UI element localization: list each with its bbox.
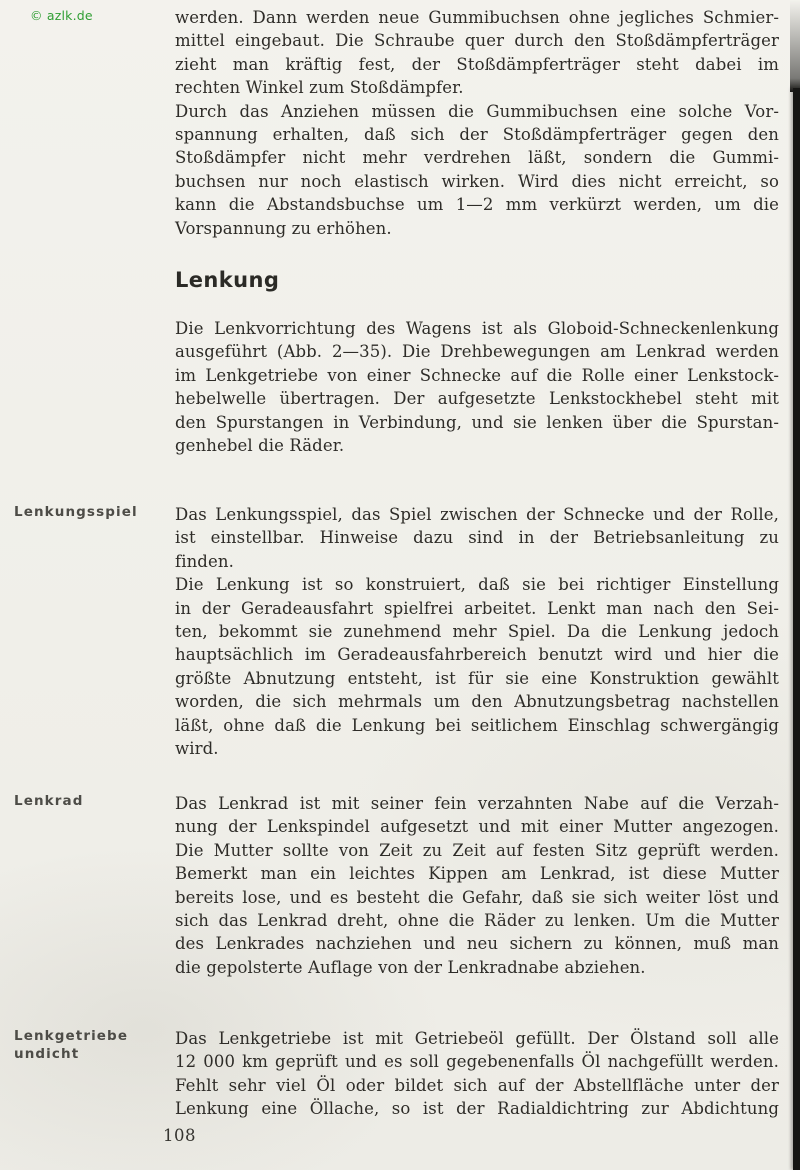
text-line: wird. [175,739,219,759]
scan-edge-shadow-top [790,0,800,92]
text-line: mittel eingebaut. Die Schraube quer durch den Stoßdämpferträger [175,31,779,51]
section-heading-lenkung: Lenkung [175,268,280,292]
text-line: undicht [14,1046,80,1062]
text-line: die gepolsterte Auflage von der Lenkradnabe abziehen. [175,957,646,977]
page-number: 108 [163,1126,196,1145]
text-line: genhebel die Räder. [175,436,345,456]
text-line: im Lenkgetriebe von einer Schnecke auf die Rolle einer Lenkstock- [175,365,779,385]
text-line: Fehlt sehr viel Öl oder bildet sich auf der Abstellfläche unter der [175,1075,779,1095]
text-line: Lenkrad [14,793,84,809]
text-line: kann die Abstandsbuchse um 1—2 mm verkürzt werden, um die [175,195,779,215]
lenkgetriebe-paragraph [175,1027,779,1121]
text-line: Lenkungsspiel [14,504,138,520]
text-line: finden. [175,551,234,571]
text-line: zieht man kräftig fest, der Stoßdämpferträger steht dabei im [175,54,779,74]
text-line: Das Lenkungsspiel, das Spiel zwischen der Schnecke und der Rolle, [175,505,779,524]
text-line: Vorspannung zu erhöhen. [175,218,392,238]
text-line: größte Abnutzung entsteht, ist für sie eine Konstruktion gewählt [175,668,779,688]
text-line: hauptsächlich im Geradeausfahrbereich benutzt wird und hier die [175,645,779,665]
text-line: Durch das Anziehen müssen die Gummibuchsen eine solche Vor- [175,101,779,121]
text-line: Die Lenkung ist so konstruiert, daß sie bei richtiger Einstellung [175,575,779,595]
margin-label-lenkungsspiel [14,503,164,521]
text-line: spannung erhalten, daß sich der Stoßdämpferträger gegen den [175,125,779,145]
text-line: werden. Dann werden neue Gummibuchsen ohne jegliches Schmier- [175,8,779,27]
text-line: Lenkgetriebe [14,1028,129,1044]
text-line: rechten Winkel zum Stoßdämpfer. [175,78,464,98]
text-line: Stoßdämpfer nicht mehr verdrehen läßt, sondern die Gummi- [175,148,779,168]
margin-label-lenkgetriebe-undicht [14,1027,164,1063]
text-line: in der Geradeausfahrt spielfrei arbeitet. Lenkt man nach den Sei- [175,598,779,618]
text-line: des Lenkrades nachziehen und neu sichern zu können, muß man [175,934,779,954]
text-line: ist einstellbar. Hinweise dazu sind in der Betriebsanleitung zu [175,528,779,548]
text-line: Das Lenkrad ist mit seiner fein verzahnten Nabe auf die Verzah- [175,794,779,813]
watermark-text: © azlk.de [30,8,93,23]
margin-label-lenkrad [14,792,164,810]
text-line: ten, bekommt sie zunehmend mehr Spiel. Da die Lenkung jedoch [175,622,779,642]
text-line: nung der Lenkspindel aufgesetzt und mit einer Mutter angezogen. [175,817,779,837]
text-line: buchsen nur noch elastisch wirken. Wird dies nicht erreicht, so [175,171,779,191]
text-line: Die Lenkvorrichtung des Wagens ist als Globoid-Schneckenlenkung [175,319,779,338]
scan-edge-bar [793,88,800,1170]
text-line: sich das Lenkrad dreht, ohne die Räder zu lenken. Um die Mutter [175,911,779,931]
lenkungsspiel-paragraph [175,503,779,760]
text-line: läßt, ohne daß die Lenkung bei seitlichem Einschlag schwergängig [175,715,779,735]
text-line: 12 000 km geprüft und es soll gegebenenfalls Öl nachgefüllt werden. [175,1052,779,1072]
text-line: worden, die sich mehrmals um den Abnutzungsbetrag nachstellen [175,692,779,712]
lenkung-paragraph [175,317,779,457]
text-line: den Spurstangen in Verbindung, und sie lenken über die Spurstan- [175,412,779,432]
text-line: Bemerkt man ein leichtes Kippen am Lenkrad, ist diese Mutter [175,864,779,884]
intro-paragraph [175,6,779,240]
text-line: bereits lose, und es besteht die Gefahr, daß sie sich weiter löst und [175,887,779,907]
text-line: Das Lenkgetriebe ist mit Getriebeöl gefüllt. Der Ölstand soll alle [175,1029,779,1048]
text-line: hebelwelle übertragen. Der aufgesetzte Lenkstockhebel steht mit [175,389,779,409]
text-line: ausgeführt (Abb. 2—35). Die Drehbewegungen am Lenkrad werden [175,342,779,362]
text-line: Die Mutter sollte von Zeit zu Zeit auf festen Sitz geprüft werden. [175,840,779,860]
lenkrad-paragraph [175,792,779,979]
text-line: Lenkung eine Öllache, so ist der Radialdichtring zur Abdichtung [175,1099,779,1119]
